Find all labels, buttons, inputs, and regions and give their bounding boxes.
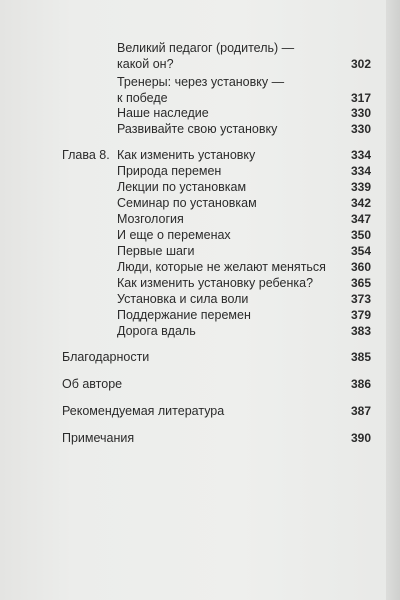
- toc-entry: [0, 291, 400, 307]
- toc-entry-title: Как изменить установку: [117, 148, 256, 162]
- toc-page-number: 360: [350, 260, 371, 274]
- toc-entry: [0, 323, 400, 339]
- toc-entry-title: Как изменить установку ребенка?: [117, 276, 314, 290]
- chapter-label: Глава 8.: [62, 148, 110, 162]
- toc-page-number: 302: [350, 57, 371, 71]
- toc-entry: [0, 259, 400, 275]
- toc-entry: [0, 195, 400, 211]
- toc-entry: [0, 211, 400, 227]
- toc-entry-title: Об авторе: [62, 377, 123, 391]
- toc-entry-title: Развивайте свою установку: [117, 122, 278, 136]
- toc-entry-title: Благодарности: [62, 350, 150, 364]
- toc-page-number: 365: [350, 276, 371, 290]
- toc-entry-title: Поддержание перемен: [117, 308, 251, 322]
- toc-entry-title: Великий педагог (родитель) —: [117, 41, 295, 55]
- toc-entry-title: Люди, которые не желают меняться: [117, 260, 326, 274]
- toc-entry: [0, 163, 400, 179]
- toc-entry-title: Установка и сила воли: [117, 292, 249, 306]
- toc-page-number: 347: [350, 212, 371, 226]
- toc-entry: [0, 243, 400, 259]
- toc-entry: [0, 147, 400, 163]
- toc-entry: [0, 403, 400, 419]
- toc-entry-title: Природа перемен: [117, 164, 222, 178]
- toc-page-number: 339: [350, 180, 371, 194]
- toc-page-number: 386: [350, 377, 371, 391]
- toc-page-number: 385: [350, 350, 371, 364]
- toc-page-number: 317: [350, 91, 371, 105]
- toc-page-number: 387: [350, 404, 371, 418]
- toc-page-number: 373: [350, 292, 371, 306]
- toc-entry-title: к победе: [117, 91, 168, 105]
- toc-entry-title: Семинар по установкам: [117, 196, 257, 210]
- toc-entry: [0, 227, 400, 243]
- toc-page-number: 342: [350, 196, 371, 210]
- toc-entry-title: Рекомендуемая литература: [62, 404, 225, 418]
- toc-entry-title: Дорога вдаль: [117, 324, 196, 338]
- toc-entry-title: Наше наследие: [117, 106, 209, 120]
- toc-entry-title: Мозгология: [117, 212, 184, 226]
- toc-page-number: 334: [350, 164, 371, 178]
- toc-page-number: 330: [350, 122, 371, 136]
- toc-entry-title: Примечания: [62, 431, 135, 445]
- toc-page-number: 354: [350, 244, 371, 258]
- toc-entry: [0, 307, 400, 323]
- toc-entry-title: Первые шаги: [117, 244, 195, 258]
- toc-page-number: 379: [350, 308, 371, 322]
- toc-entry: [0, 179, 400, 195]
- toc-page-number: 330: [350, 106, 371, 120]
- toc-page-number: 390: [350, 431, 371, 445]
- toc-entry-title: Лекции по установкам: [117, 180, 247, 194]
- toc-page-number: 383: [350, 324, 371, 338]
- toc-entry: [0, 121, 400, 137]
- toc-page-number: 350: [350, 228, 371, 242]
- toc-entry-title: Тренеры: через установку —: [117, 75, 285, 89]
- toc-entry-title: И еще о переменах: [117, 228, 231, 242]
- toc-entry: [0, 376, 400, 392]
- toc-page-number: 334: [350, 148, 371, 162]
- toc-entry: [0, 430, 400, 446]
- toc-entry: [0, 40, 400, 72]
- toc-entry: [0, 74, 400, 106]
- toc-entry: [0, 349, 400, 365]
- toc-entry: [0, 275, 400, 291]
- toc-entry: [0, 105, 400, 121]
- toc-entry-title: какой он?: [117, 57, 174, 71]
